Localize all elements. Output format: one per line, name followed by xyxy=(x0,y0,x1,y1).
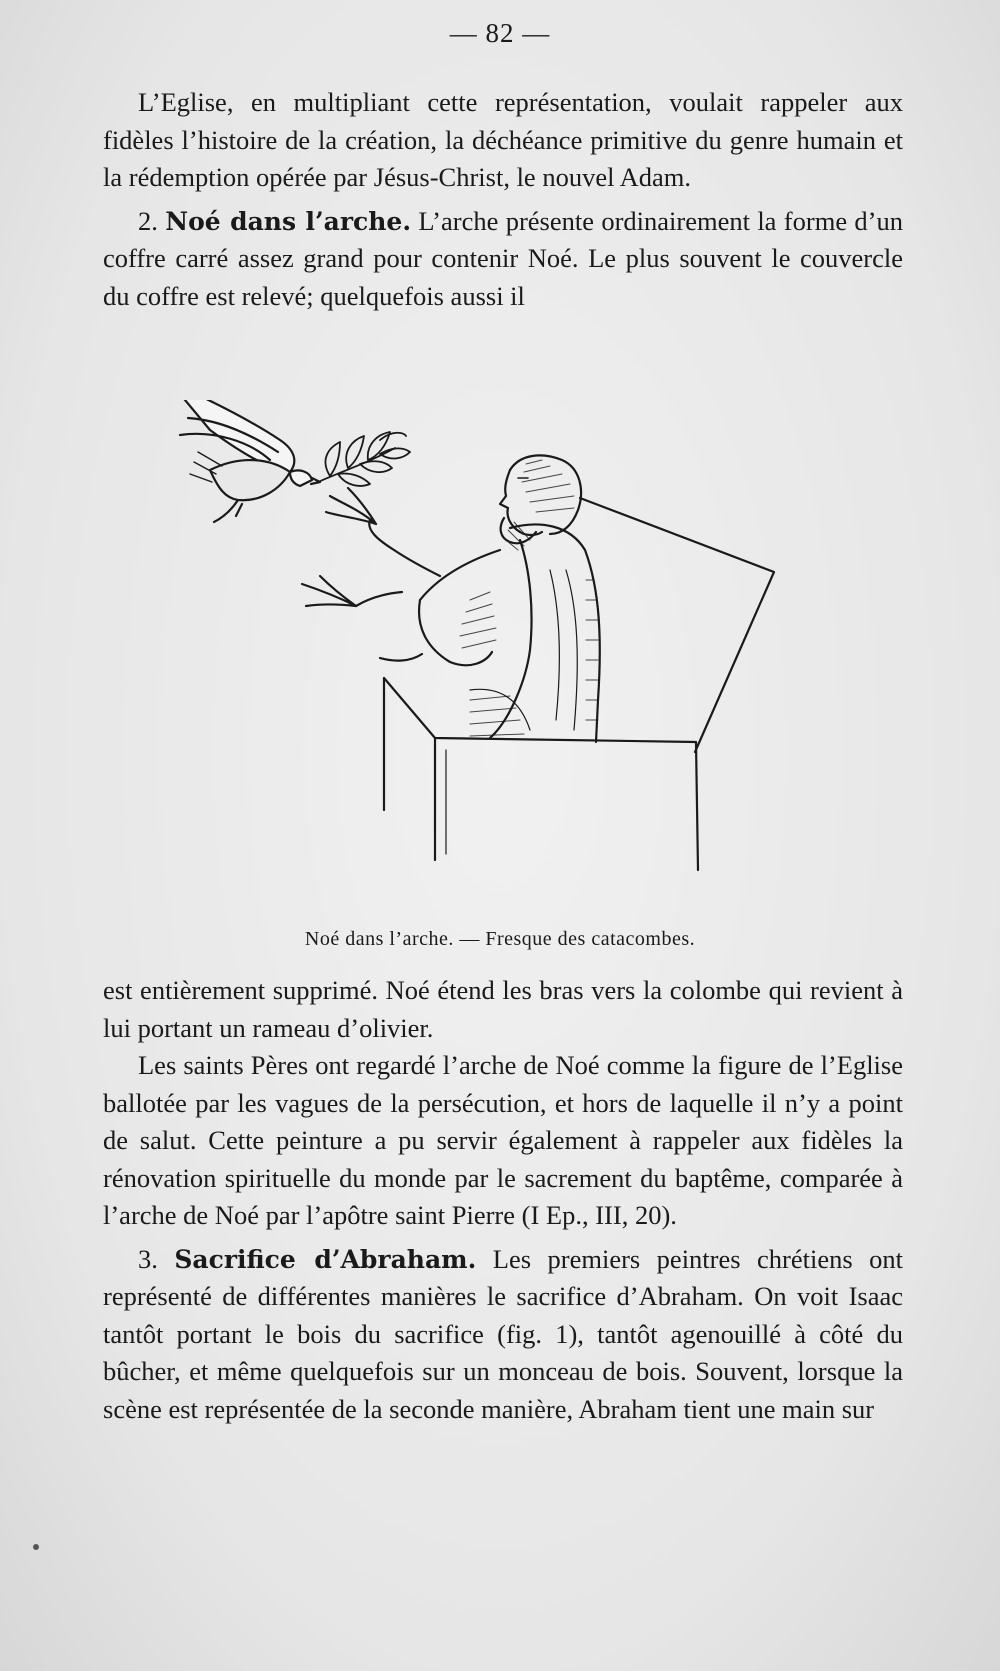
page-number: — 82 — xyxy=(449,18,551,48)
dove-figure xyxy=(170,400,320,522)
shading-hatch xyxy=(460,460,598,736)
section-heading: Sacrifice d’Abraham. xyxy=(174,1244,477,1274)
olive-branch xyxy=(318,432,410,486)
ink-speck xyxy=(33,1544,39,1550)
text-block-top xyxy=(103,84,903,315)
figure-caption: Noé dans l’arche. — Fresque des catacombes. xyxy=(304,928,696,950)
paragraph: est entièrement supprimé. Noé étend les bras vers la colombe qui revient à lui portant un rameau d’olivier. xyxy=(103,975,903,1043)
section-2 xyxy=(103,203,903,316)
section-heading: Noé dans l’arche. xyxy=(165,206,412,236)
paragraph: L’Eglise, en multipliant cette représentation, voulait rappeler aux fidèles l’histoire de la création, la déchéance primitive du genre humain et la rédemption opérée par Jésus-Christ, le nouvel Adam. xyxy=(103,87,903,192)
section-text: L’arche présente ordinairement la forme d’un coffre carré assez grand pour contenir Noé. Le plus souvent le couvercle du coffre est relevé; quelquefois aussi il xyxy=(103,205,904,311)
section-number: 3. xyxy=(138,1243,158,1274)
text-block-bottom xyxy=(103,972,903,1428)
section-3 xyxy=(103,1241,903,1429)
paragraph: Les saints Pères ont regardé l’arche de Noé comme la figure de l’Eglise ballotée par les vagues de la persécution, et hors de laquelle il n’y a point de salut. Cette peinture a pu servir également à rappeler aux fidèles la rénovation spirituelle du monde par le sacrement du baptême, comparée à l’arche de Noé par l’apôtre saint Pierre (I Ep., III, 20). xyxy=(103,1050,903,1230)
ark-chest xyxy=(384,498,774,870)
noah-ark-illustration xyxy=(170,400,850,920)
section-number: 2. xyxy=(138,205,158,236)
section-text: Les premiers peintres chrétiens ont représenté de différentes manières le sacrifice d’Abraham. On voit Isaac tantôt portant le bois du sacrifice (fig. 1), tantôt agenouillé à côté du bûcher, et même quelquefois sur un monceau de bois. Souvent, lorsque la scène est représentée de la seconde manière, Abraham tient une main sur xyxy=(103,1243,904,1424)
